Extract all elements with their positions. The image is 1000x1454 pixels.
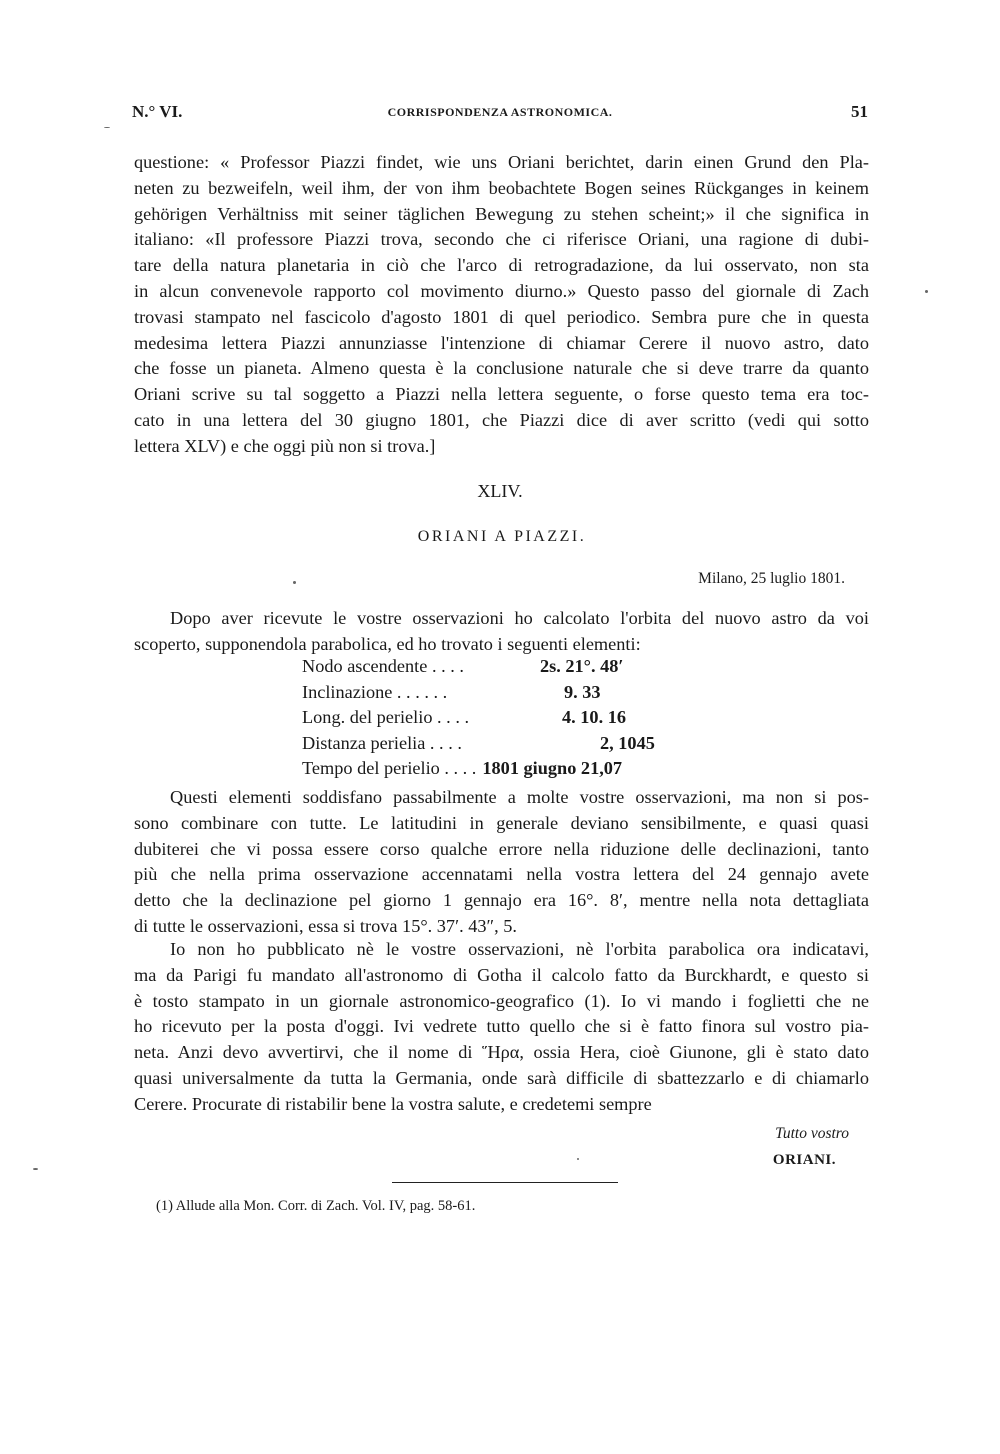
element-row — [302, 680, 702, 706]
chapter-number: N.° VI. — [132, 102, 183, 121]
element-value: 9. 33 — [564, 681, 601, 702]
element-row — [302, 731, 702, 757]
running-title: CORRISPONDENZA ASTRONOMICA. — [387, 105, 613, 119]
text-line: cato in una lettera del 30 giugno 1801, che Piazzi dice di aver scritto (vedi qui sotto — [134, 409, 869, 430]
signature-name: ORIANI. — [772, 1152, 836, 1168]
text-line: Dopo aver ricevute le vostre osservazioni ho calcolato l'orbita del nuovo astro da voi — [170, 608, 869, 628]
page-number: 51 — [851, 102, 868, 121]
text-line: tare della natura planetaria in ciò che l'arco di retrogradazione, da lui osservato, non sta — [134, 255, 869, 276]
text-line: più che nella prima osservazione accennatami nella vostra lettera del 24 gennajo avete — [134, 864, 869, 885]
element-value: 2s. 21°. 48′ — [540, 656, 624, 676]
text-line: detto che la declinazione pel giorno 1 gennajo era 16°. 8′, mentre nella nota dettagliata — [134, 890, 869, 911]
page-header — [132, 102, 868, 132]
text-line: ho ricevuto per la posta d'oggi. Ivi vedrete tutto quello che si è fatto finora sul vostro pia- — [134, 1016, 869, 1037]
element-label: Tempo del perielio . . . . — [302, 758, 477, 779]
text-line: di tutte le osservazioni, essa si trova 15°. 37′. 43″, 5. — [134, 915, 517, 936]
paragraph-1 — [134, 606, 869, 658]
text-line: neten zu bezweifeln, weil ihm, der von ihm beobachtete Bogen seines Rückganges in keinem — [134, 177, 869, 198]
letter-title: ORIANI A PIAZZI. — [417, 528, 587, 545]
element-row — [302, 756, 702, 782]
text-line: scoperto, supponendola parabolica, ed ho trovato i seguenti elementi: — [134, 633, 641, 654]
footnote: (1) Allude alla Mon. Corr. di Zach. Vol. IV, pag. 58-61. — [156, 1198, 476, 1214]
element-value: 4. 10. 16 — [562, 707, 626, 728]
letter-dateline: Milano, 25 luglio 1801. — [698, 570, 845, 587]
scan-speck — [925, 290, 928, 293]
text-line: trovasi stampato nel fascicolo d'agosto 1801 di quel periodico. Sembra pure che in questa — [134, 306, 869, 327]
text-line: Questi elementi soddisfano passabilmente a molte vostre osservazioni, ma non si pos- — [170, 787, 869, 807]
closing-phrase: Tutto vostro — [775, 1125, 849, 1142]
text-line: che fosse un pianeta. Almeno questa è la conclusione naturale che si deve trarre da quanto — [134, 358, 869, 379]
text-line: in alcun convenevole rapporto col movimento diurno.» Questo passo del giornale di Zach — [134, 280, 869, 301]
text-line: è tosto stampato in un giornale astronomico-geografico (1). Io vi mando i foglietti che ne — [134, 990, 869, 1011]
text-line: Oriani scrive su tal soggetto a Piazzi nella lettera seguente, o forse questo tema era toc- — [134, 384, 869, 405]
paragraph-3 — [134, 937, 869, 1118]
element-value: 2, 1045 — [600, 732, 655, 753]
element-row — [302, 705, 702, 731]
text-line: neta. Anzi devo avvertirvi, che il nome di Ἥρα, ossia Hera, cioè Giunone, gli è stato dato — [134, 1042, 869, 1063]
text-line: questione: « Professor Piazzi findet, wie uns Oriani berichtet, darin einen Grund den Pla- — [134, 152, 869, 172]
text-line: lettera XLV) e che oggi più non si trova.] — [134, 435, 436, 456]
text-line: Cerere. Procurate di ristabilir bene la vostra salute, e credetemi sempre — [134, 1093, 652, 1114]
text-line: quasi universalmente da tutta la Germania, onde sarà difficile di sbattezzarlo e di chiamarlo — [134, 1067, 869, 1088]
scan-speck — [293, 581, 296, 584]
element-label: Long. del perielio . . . . — [302, 707, 470, 728]
text-line: dubiterei che vi possa essere corso qualche errore nella riduzione delle declinazioni, tanto — [134, 838, 869, 859]
element-row — [302, 654, 702, 680]
element-value: 1801 giugno 21,07 — [482, 758, 623, 779]
element-label: Distanza perielia . . . . — [302, 732, 462, 753]
intro-paragraph — [134, 150, 869, 460]
text-line: medesima lettera Piazzi annunziasse l'intenzione di chiamar Cerere il nuovo astro, dato — [134, 332, 869, 353]
paragraph-2 — [134, 785, 869, 940]
text-line: italiano: «Il professore Piazzi trova, secondo che ci riferisce Oriani, una ragione di dubi- — [134, 229, 869, 250]
scan-speck — [577, 1158, 579, 1160]
scan-speck — [33, 1168, 38, 1170]
scan-speck — [104, 127, 110, 128]
letter-number: XLIV. — [477, 481, 523, 501]
text-line: ma da Parigi fu mandato all'astronomo di Gotha il calcolo fatto da Burckhardt, e questo si — [134, 964, 869, 985]
element-label: Nodo ascendente . . . . — [302, 656, 464, 676]
text-line: Io non ho pubblicato nè le vostre osservazioni, nè l'orbita parabolica ora indicatavi, — [170, 939, 869, 959]
footnote-divider — [392, 1182, 618, 1183]
orbital-elements-table — [302, 654, 702, 782]
text-line: sono combinare con tutte. Le latitudini in generale deviano sensibilmente, e quasi quasi — [134, 812, 869, 833]
text-line: gehörigen Verhältniss mit seiner täglichen Bewegung zu stehen scheint;» il che significa in — [134, 203, 869, 224]
element-label: Inclinazione . . . . . . — [302, 681, 448, 702]
